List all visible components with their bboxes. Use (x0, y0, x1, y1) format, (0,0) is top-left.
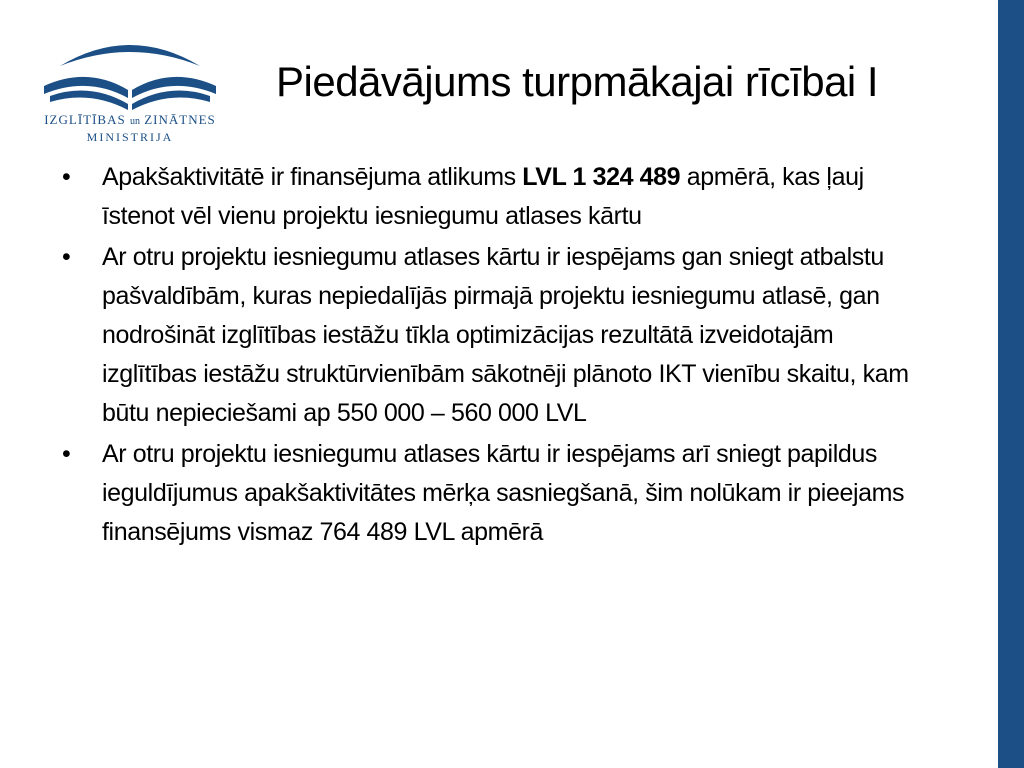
bullet-amount-bold: LVL 1 324 489 (522, 163, 681, 191)
logo-word-un: un (129, 116, 140, 127)
bullet-text: Apakšaktivitātē ir finansējuma atlikums (102, 163, 523, 191)
bullet-item (62, 435, 912, 552)
bullet-item (62, 238, 912, 433)
right-accent-bar (998, 0, 1024, 768)
slide-title: Piedāvājums turpmākajai rīcībai I (276, 58, 879, 105)
bullet-item (62, 158, 912, 236)
bullet-marker: • (62, 440, 71, 468)
logo-text-line2: MINISTRIJA (86, 130, 174, 144)
bullet-list (62, 158, 912, 554)
bullet-text: Ar otru projektu iesniegumu atlases kārtu ir iespējams gan sniegt atbalstu pašvaldībām, kuras nepiedalījās pirmajā projektu iesniegumu atlasē, gan nodrošināt izglītības iestāžu tīkla optimizācijas rezultātā izveidotajām izglītības iestāžu struktūrvienībām sākotnēji plānoto IKT vienību skaitu, kam būtu nepieciešami ap 550 000 – 560 000 LVL (102, 243, 909, 427)
open-book-arc-icon (40, 30, 220, 114)
logo-word-zinatnes: ZINĀTNES (144, 112, 216, 127)
bullet-marker: • (62, 243, 71, 271)
ministry-logo (30, 30, 230, 150)
bullet-marker: • (62, 163, 71, 191)
bullet-text: apmērā, kas ļauj īstenot vēl vienu projektu iesniegumu atlases kārtu (102, 163, 864, 230)
logo-text-line1 (30, 112, 230, 128)
bullet-text: Ar otru projektu iesniegumu atlases kārtu ir iespējams arī sniegt papildus ieguldījumus apakšaktivitātes mērķa sasniegšanā, šim nolūkam ir pieejams finansējums vismaz 764 489 LVL apmērā (102, 440, 905, 546)
logo-word-izglitibas: IZGLĪTĪBAS (44, 112, 126, 127)
